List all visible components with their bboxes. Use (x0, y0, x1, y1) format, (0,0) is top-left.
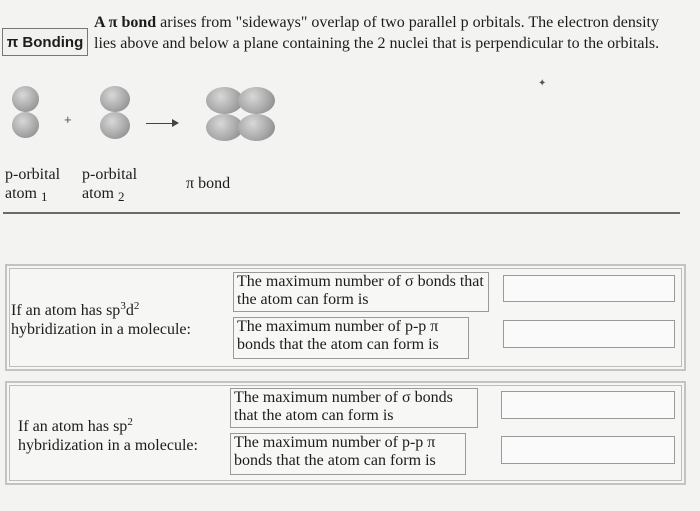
intro-bold: A π bond (94, 14, 157, 31)
p-orbital-1-caption: p-orbital atom $_1$ (5, 166, 61, 204)
question-1-sigma-answer-field[interactable] (503, 275, 675, 302)
question-2-sigma-answer-field[interactable] (501, 391, 675, 419)
question-2-pi-prompt: The maximum number of p-p π bonds that the atom can form is (230, 433, 466, 475)
stray-mark: ✦ (538, 78, 547, 89)
question-panel-1 (5, 264, 686, 371)
question-2-label: If an atom has $sp^2$ hybridization in a molecule: (18, 416, 198, 454)
question-1-pi-answer-field[interactable] (503, 320, 675, 348)
question-1-sigma-prompt: The maximum number of σ bonds that the atom can form is (233, 272, 489, 312)
question-2-pi-answer-field[interactable] (501, 436, 675, 464)
question-2-pi-answer-input[interactable] (502, 437, 674, 463)
plus-sign: + (64, 112, 72, 127)
intro-body: arises from "sideways" overlap of two parallel p orbitals. The electron density lies above and below a plane containing the 2 nuclei that is perpendicular to the orbitals. (94, 14, 660, 52)
question-2-sigma-answer-input[interactable] (502, 392, 674, 418)
question-1-sigma-answer-input[interactable] (504, 276, 674, 301)
question-1-pi-prompt: The maximum number of p-p π bonds that the atom can form is (233, 317, 469, 359)
question-2-sigma-prompt: The maximum number of σ bonds that the atom can form is (230, 388, 478, 428)
p-orbital-2-caption: p-orbital atom $_2$ (82, 166, 138, 204)
arrow-head-icon (172, 119, 179, 127)
question-1-label: If an atom has $sp^3d^2$ hybridization in a molecule: (11, 300, 191, 338)
question-panel-2 (5, 381, 686, 485)
section-divider (3, 212, 680, 214)
pi-bonding-label: π Bonding (2, 28, 88, 56)
pi-bond-image (0, 0, 1, 1)
pi-bond-caption: π bond (186, 175, 231, 192)
intro-text (94, 12, 684, 54)
question-1-pi-answer-input[interactable] (504, 321, 674, 347)
